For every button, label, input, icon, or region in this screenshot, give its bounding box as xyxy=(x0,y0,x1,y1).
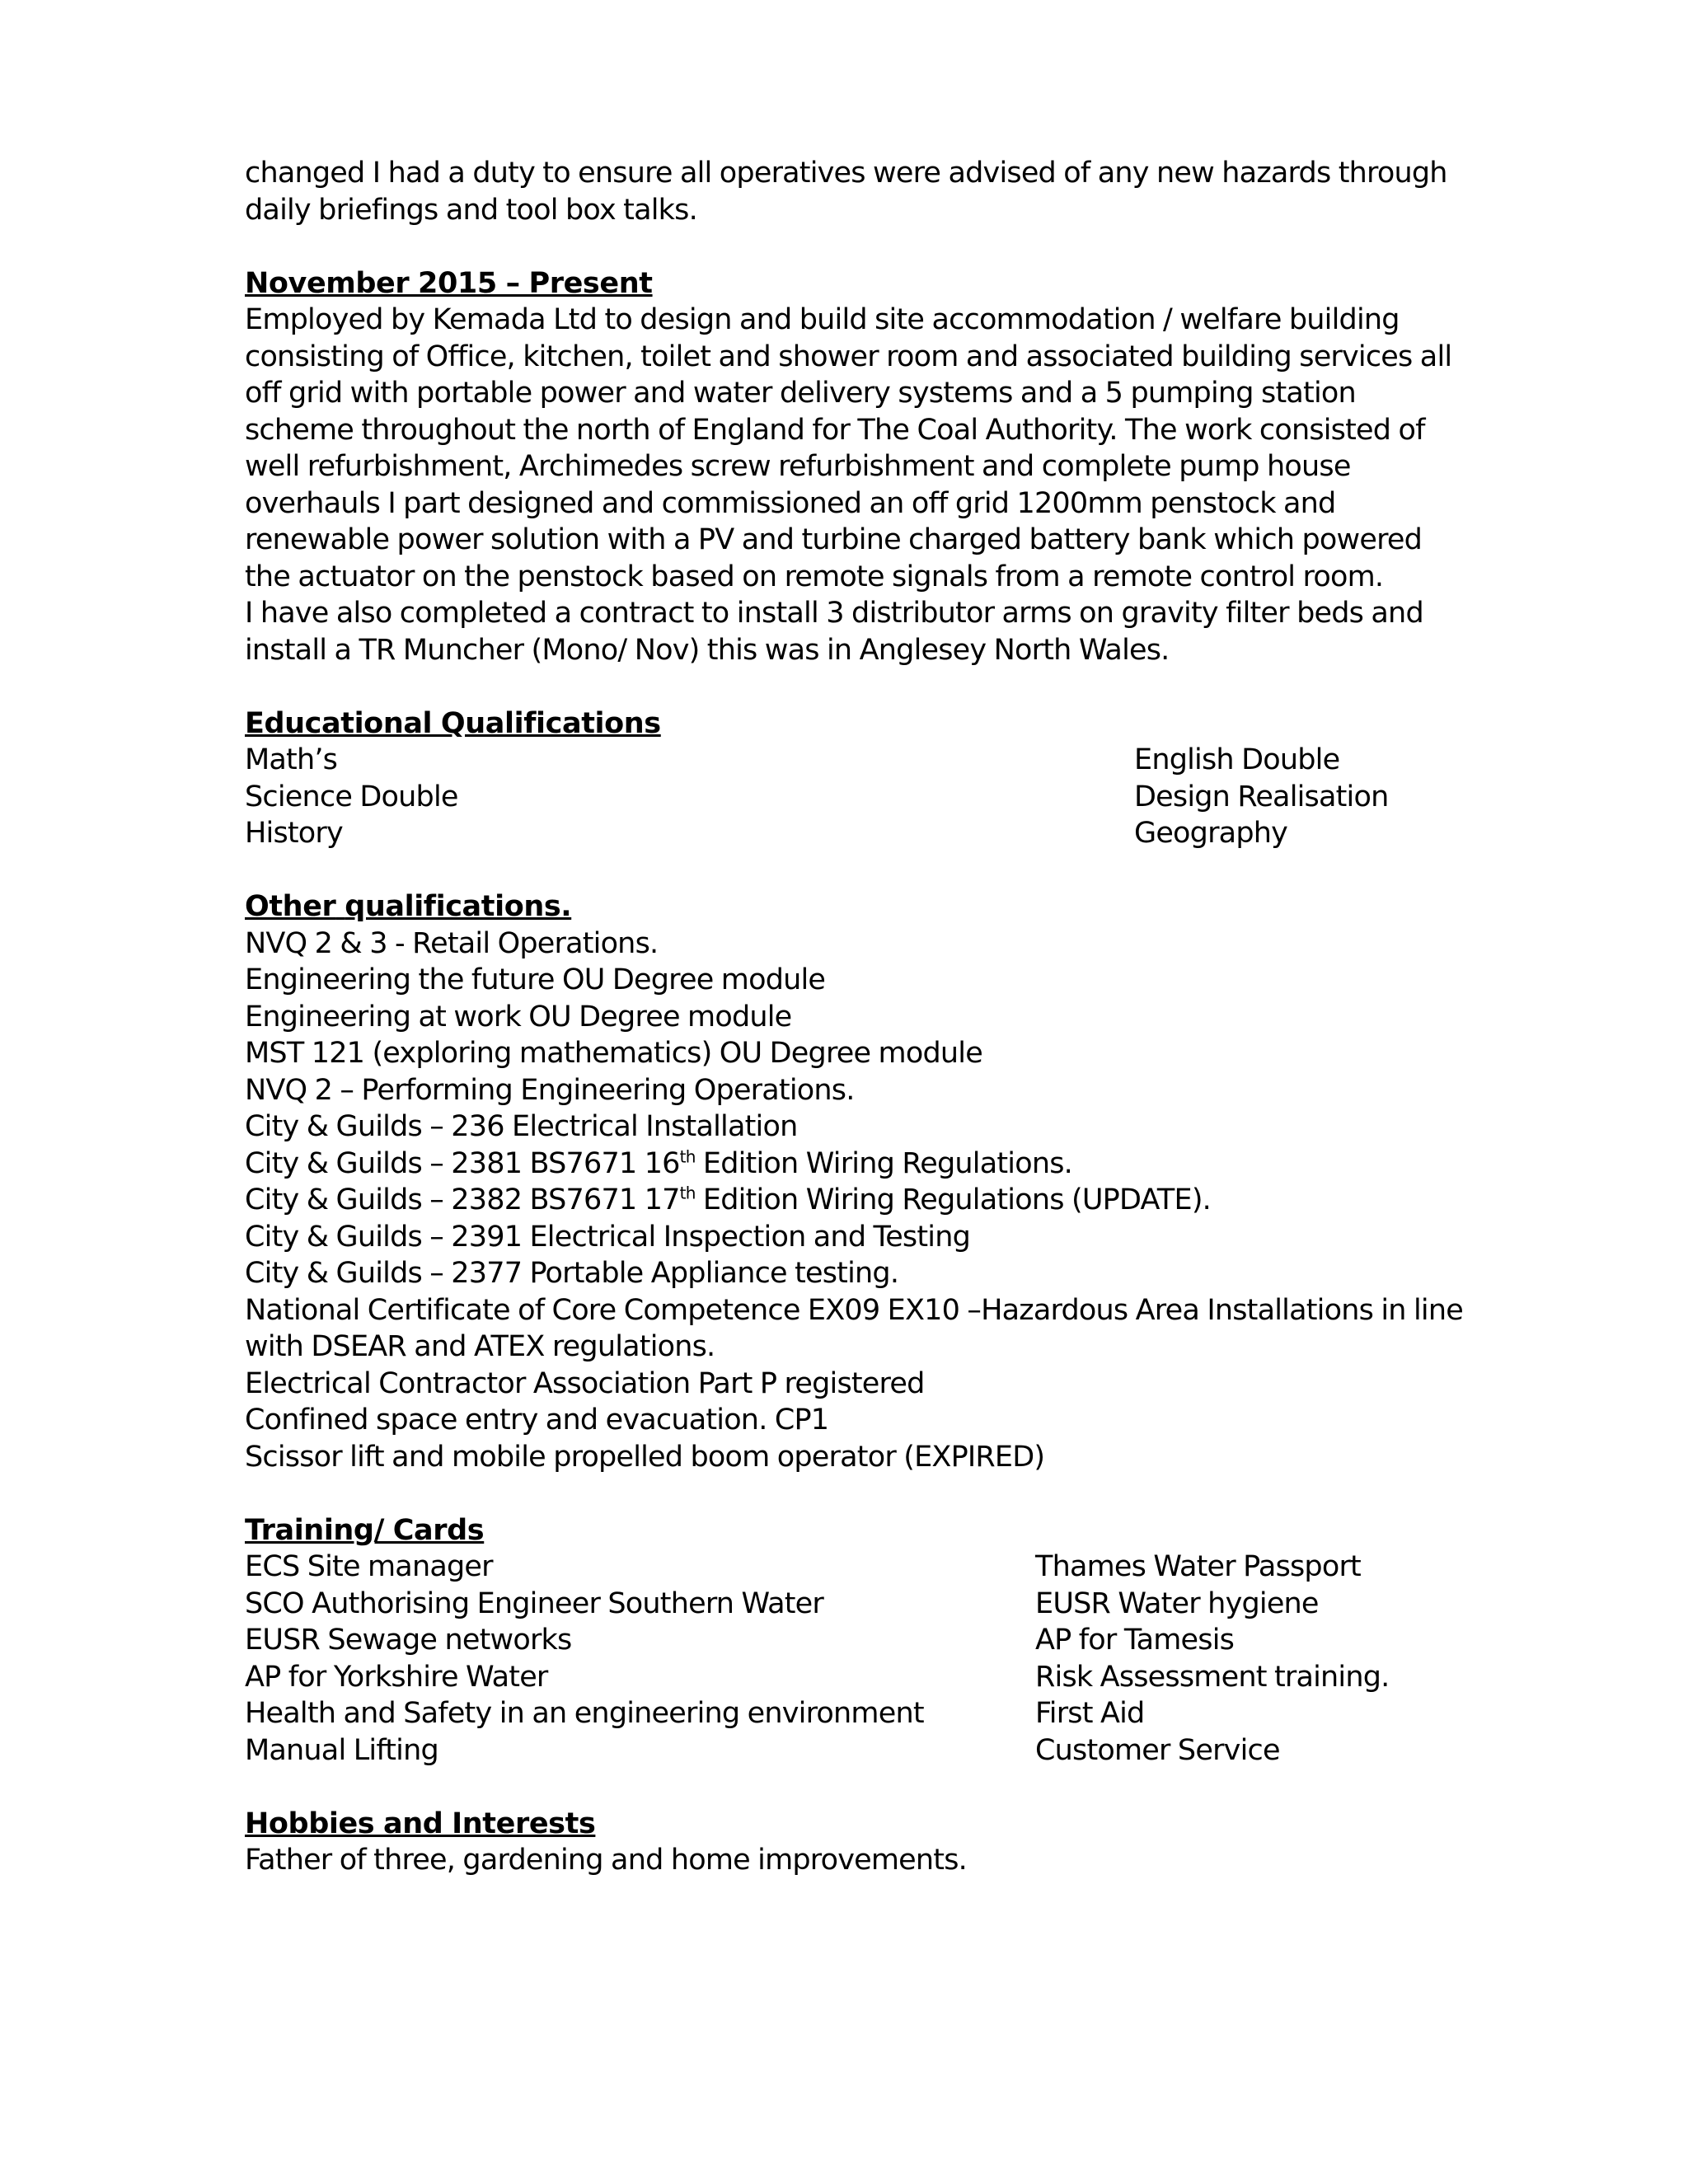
employment-line: off grid with portable power and water delivery systems and a 5 pumping station xyxy=(245,377,1356,410)
training-item: Risk Assessment training. xyxy=(1035,1660,1390,1694)
training-row xyxy=(245,1695,1465,1732)
qualification-item: Confined space entry and evacuation. CP1 xyxy=(245,1404,829,1436)
employment-line: well refurbishment, Archimedes screw refurbishment and complete pump house xyxy=(245,450,1351,483)
qualification-item: MST 121 (exploring mathematics) OU Degree module xyxy=(245,1037,982,1070)
qualification-item: with DSEAR and ATEX regulations. xyxy=(245,1330,715,1363)
training-item: SCO Authorising Engineer Southern Water xyxy=(245,1586,823,1620)
training-item: EUSR Sewage networks xyxy=(245,1624,572,1657)
training-item: Customer Service xyxy=(1035,1733,1280,1767)
employment-line: I have also completed a contract to install 3 distributor arms on gravity filter beds and xyxy=(245,597,1423,630)
qualification-item: National Certificate of Core Competence EX09 EX10 –Hazardous Area Installations in line xyxy=(245,1293,1463,1327)
training-row xyxy=(245,1659,1465,1696)
employment-line: scheme throughout the north of England for The Coal Authority. The work consisted of xyxy=(245,413,1425,447)
training-item: AP for Yorkshire Water xyxy=(245,1660,548,1694)
employment-line: renewable power solution with a PV and turbine charged battery bank which powered xyxy=(245,523,1423,556)
heading-part: Other xyxy=(245,890,336,923)
training-item: AP for Tamesis xyxy=(1035,1624,1235,1657)
qualification-item xyxy=(245,1182,1465,1219)
qualification-text: City & Guilds – 2381 BS7671 16 xyxy=(245,1146,680,1180)
qualification-item: Scissor lift and mobile propelled boom operator (EXPIRED) xyxy=(245,1440,1045,1474)
qualification-item: Engineering at work OU Degree module xyxy=(245,1000,792,1033)
education-subject: English Double xyxy=(1134,743,1340,776)
spacer xyxy=(245,1475,1465,1512)
qualification-item: NVQ 2 – Performing Engineering Operations. xyxy=(245,1073,855,1107)
qualification-item: Engineering the future OU Degree module xyxy=(245,963,826,996)
education-subject: History xyxy=(245,817,343,850)
employment-line: install a TR Muncher (Mono/ Nov) this was in Anglesey North Wales. xyxy=(245,633,1170,667)
ordinal-suffix: th xyxy=(679,1146,696,1166)
employment-line: overhauls I part designed and commissioned an off grid 1200mm penstock and xyxy=(245,486,1336,520)
qualification-item: Electrical Contractor Association Part P registered xyxy=(245,1366,925,1400)
education-row xyxy=(245,742,1465,779)
education-subject: Science Double xyxy=(245,780,458,813)
qualification-item: NVQ 2 & 3 - Retail Operations. xyxy=(245,926,659,960)
qualification-item xyxy=(245,1146,1465,1183)
training-row xyxy=(245,1549,1465,1586)
training-item: Manual Lifting xyxy=(245,1733,438,1767)
employment-line: the actuator on the penstock based on remote signals from a remote control room. xyxy=(245,560,1384,593)
employment-line: Employed by Kemada Ltd to design and build site accommodation / welfare building xyxy=(245,303,1400,336)
training-row xyxy=(245,1586,1465,1623)
education-row xyxy=(245,779,1465,816)
education-subject: Geography xyxy=(1134,817,1288,850)
qualification-text: Edition Wiring Regulations. xyxy=(695,1146,1072,1180)
training-item: Health and Safety in an engineering environment xyxy=(245,1697,924,1730)
training-item: Thames Water Passport xyxy=(1035,1550,1361,1583)
hobbies-text: Father of three, gardening and home improvements. xyxy=(245,1844,967,1877)
other-qualifications-heading xyxy=(245,888,1465,926)
employment-heading: November 2015 – Present xyxy=(245,266,653,300)
ordinal-suffix: th xyxy=(679,1183,696,1203)
qualification-item: City & Guilds – 2377 Portable Appliance testing. xyxy=(245,1257,899,1290)
education-subject: Math’s xyxy=(245,743,338,776)
spacer xyxy=(245,228,1465,265)
qualification-text: City & Guilds – 2382 BS7671 17 xyxy=(245,1183,680,1216)
education-subject: Design Realisation xyxy=(1134,780,1389,813)
employment-line: consisting of Office, kitchen, toilet and shower room and associated building services all xyxy=(245,340,1452,373)
training-row xyxy=(245,1732,1465,1769)
education-row xyxy=(245,815,1465,852)
training-row xyxy=(245,1622,1465,1659)
qualification-text: Edition Wiring Regulations (UPDATE). xyxy=(695,1183,1211,1216)
training-item: First Aid xyxy=(1035,1697,1145,1730)
cv-page xyxy=(245,155,1465,1879)
qualification-item: City & Guilds – 2391 Electrical Inspection and Testing xyxy=(245,1220,971,1254)
training-item: EUSR Water hygiene xyxy=(1035,1586,1319,1620)
training-heading: Training/ Cards xyxy=(245,1513,485,1547)
spacer xyxy=(245,668,1465,705)
intro-line: changed I had a duty to ensure all operatives were advised of any new hazards through xyxy=(245,157,1447,190)
spacer xyxy=(245,1769,1465,1806)
hobbies-heading: Hobbies and Interests xyxy=(245,1807,596,1840)
qualification-item: City & Guilds – 236 Electrical Installation xyxy=(245,1110,798,1143)
intro-line: daily briefings and tool box talks. xyxy=(245,193,697,227)
training-item: ECS Site manager xyxy=(245,1550,493,1583)
education-heading: Educational Qualifications xyxy=(245,706,661,740)
heading-part: qualifications. xyxy=(345,890,572,923)
spacer xyxy=(245,852,1465,889)
